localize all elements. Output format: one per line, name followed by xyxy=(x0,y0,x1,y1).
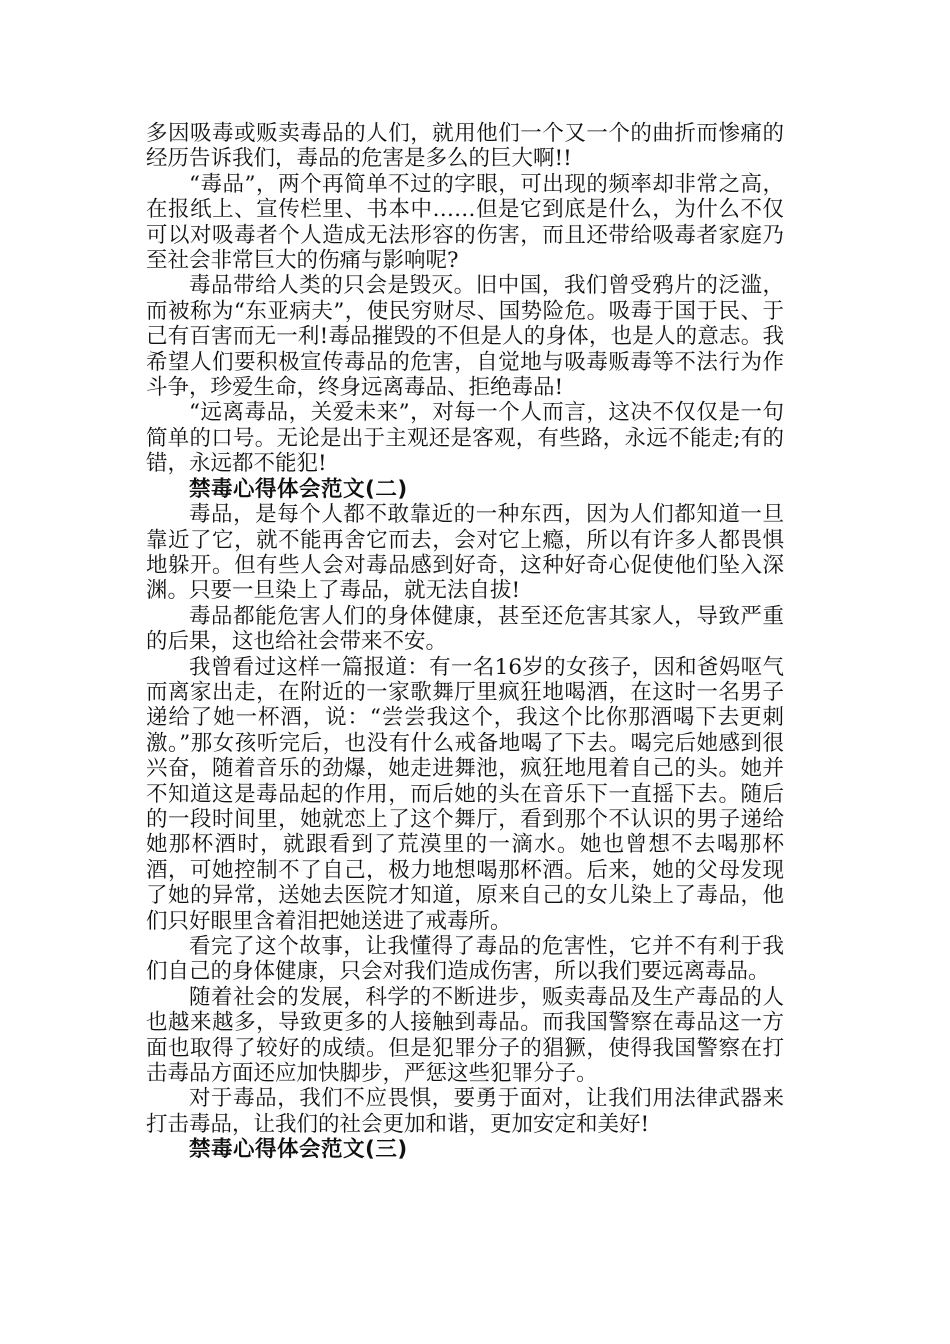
paragraph: 毒品，是每个人都不敢靠近的一种东西，因为人们都知道一旦靠近了它，就不能再舍它而去，会对它上瘾，所以有许多人都畏惧地躲开。但有些人会对毒品感到好奇，这种好奇心促使他们坠入深渊。只要一旦染上了毒品，就无法自拔! xyxy=(146,502,784,604)
paragraph: 我曾看过这样一篇报道：有一名16岁的女孩子，因和爸妈呕气而离家出走，在附近的一家歌舞厅里疯狂地喝酒，在这时一名男子递给了她一杯酒，说：“尝尝我这个，我这个比你那酒喝下去更刺激。”那女孩听完后，也没有什么戒备地喝了下去。喝完后她感到很兴奋，随着音乐的劲爆，她走进舞池，疯狂地甩着自己的头。她并不知道这是毒品起的作用，而后她的头在音乐下一直摇下去。随后的一段时间里，她就恋上了这个舞厅，看到那个不认识的男子递给她那杯酒时，就跟看到了荒漠里的一滴水。她也曾想不去喝那杯酒，可她控制不了自己，极力地想喝那杯酒。后来，她的父母发现了她的异常，送她去医院才知道，原来自己的女儿染上了毒品，他们只好眼里含着泪把她送进了戒毒所。 xyxy=(146,654,784,934)
paragraph: 看完了这个故事，让我懂得了毒品的危害性，它并不有利于我们自己的身体健康，只会对我们造成伤害，所以我们要远离毒品。 xyxy=(146,934,784,985)
paragraph: 随着社会的发展，科学的不断进步，贩卖毒品及生产毒品的人也越来越多，导致更多的人接触到毒品。而我国警察在毒品这一方面也取得了较好的成绩。但是犯罪分子的猖獗，使得我国警察在打击毒品方面还应加快脚步，严惩这些犯罪分子。 xyxy=(146,984,784,1087)
paragraph: 毒品都能危害人们的身体健康，甚至还危害其家人，导致严重的后果，这也给社会带来不安。 xyxy=(146,603,784,655)
paragraph-continuation: 多因吸毒或贩卖毒品的人们，就用他们一个又一个的曲折而惨痛的经历告诉我们，毒品的危害是多么的巨大啊!! xyxy=(146,121,784,172)
paragraph: “毒品”，两个再简单不过的字眼，可出现的频率却非常之高，在报纸上、宣传栏里、书本中……但是它到底是什么，为什么不仅可以对吸毒者个人造成无法形容的伤害，而且还带给吸毒者家庭乃至社会非常巨大的伤痛与影响呢? xyxy=(146,171,784,274)
section-heading-2: 禁毒心得体会范文(二) xyxy=(189,476,408,502)
paragraph: “远离毒品，关爱未来”，对每一个人而言，这决不仅仅是一句简单的口号。无论是出于主观还是客观，有些路，永远不能走;有的错，永远都不能犯! xyxy=(146,400,784,477)
section-heading-3: 禁毒心得体会范文(三) xyxy=(189,1137,408,1163)
paragraph: 对于毒品，我们不应畏惧，要勇于面对，让我们用法律武器来打击毒品，让我们的社会更加和谐，更加安定和美好! xyxy=(146,1086,784,1137)
paragraph: 毒品带给人类的只会是毁灭。旧中国，我们曾受鸦片的泛滥，而被称为“东亚病夫”，使民穷财尽、国势险危。吸毒于国于民、于己有百害而无一利!毒品摧毁的不但是人的身体，也是人的意志。我希望人们要积极宣传毒品的危害，自觉地与吸毒贩毒等不法行为作斗争，珍爱生命，终身远离毒品、拒绝毒品! xyxy=(146,273,784,401)
document-body xyxy=(146,121,784,1163)
